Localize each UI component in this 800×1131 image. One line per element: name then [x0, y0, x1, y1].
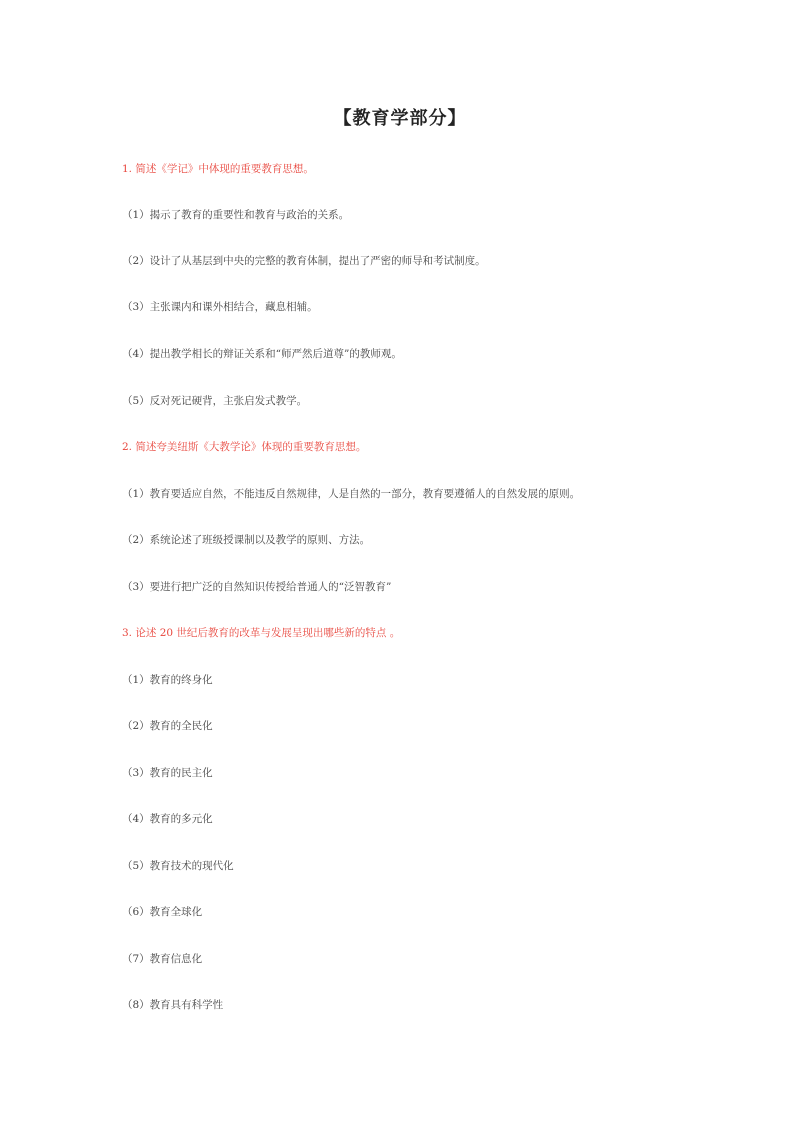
answer-1-2: （2）设计了从基层到中央的完整的教育体制，提出了严密的师导和考试制度。: [122, 255, 486, 267]
answer-3-8: （8）教育具有科学性: [122, 999, 224, 1011]
answer-1-3: （3）主张课内和课外相结合，藏息相辅。: [122, 301, 318, 313]
answer-3-3: （3）教育的民主化: [122, 767, 213, 779]
answer-3-6: （6）教育全球化: [122, 906, 203, 918]
answer-1-4: （4）提出教学相长的辩证关系和“师严然后道尊”的教师观。: [122, 348, 402, 360]
answer-2-3: （3）要进行把广泛的自然知识传授给普通人的“泛智教育”: [122, 581, 392, 593]
answer-3-7: （7）教育信息化: [122, 953, 203, 965]
question-1: 1. 简述《学记》中体现的重要教育思想。: [122, 163, 314, 175]
page-title: 【教育学部分】: [333, 108, 467, 129]
answer-2-2: （2）系统论述了班级授课制以及教学的原则、方法。: [122, 534, 371, 546]
answer-3-4: （4）教育的多元化: [122, 813, 213, 825]
question-2: 2. 简述夸美纽斯《大教学论》体现的重要教育思想。: [122, 441, 367, 453]
answer-3-1: （1）教育的终身化: [122, 674, 213, 686]
answer-3-2: （2）教育的全民化: [122, 720, 213, 732]
question-3: 3. 论述 20 世纪后教育的改革与发展呈现出哪些新的特点 。: [122, 627, 401, 639]
answer-1-1: （1）揭示了教育的重要性和教育与政治的关系。: [122, 209, 350, 221]
answer-3-5: （5）教育技术的现代化: [122, 860, 234, 872]
answer-2-1: （1）教育要适应自然，不能违反自然规律，人是自然的一部分，教育要遵循人的自然发展的原则。: [122, 488, 581, 500]
answer-1-5: （5）反对死记硬背，主张启发式教学。: [122, 395, 308, 407]
